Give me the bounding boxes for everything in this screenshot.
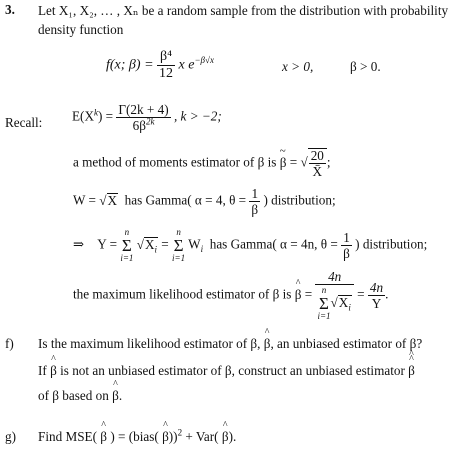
y-w-sub: i: [200, 244, 204, 255]
mom-fraction: [309, 149, 326, 178]
moment-fraction: [116, 103, 170, 132]
y-w: W: [188, 236, 201, 252]
y-sqrt-sub: i: [154, 244, 157, 255]
problem-intro-line2: density function: [38, 22, 124, 37]
y-fraction: [341, 231, 352, 260]
intro-vars: X₁, X₂, … , Xₙ: [58, 3, 139, 18]
moment-den-base: 6β: [132, 118, 146, 134]
w-end: ) distribution;: [263, 192, 336, 208]
sigma-icon: Σ: [173, 236, 184, 255]
q1-end: , an unbiased estimator of β?: [270, 336, 423, 351]
mle-den-sub: i: [348, 302, 351, 313]
g-pre: Find MSE(: [38, 429, 97, 444]
q2-pre: If: [38, 363, 47, 378]
pdf-frac-den: 12: [159, 66, 174, 81]
g-mid2: )): [168, 429, 178, 444]
mle-beta-hat: β ^: [295, 288, 302, 301]
mom-end: ;: [326, 154, 331, 170]
q2-beta-double-hat: ^ β ^: [408, 364, 415, 377]
q3-end: .: [118, 388, 123, 403]
moment-num: Γ(2k + 4): [118, 102, 169, 117]
recall-label: Recall:: [5, 115, 43, 130]
pdf-exponent: −β√x: [194, 55, 214, 66]
mle-num: 4n: [315, 270, 353, 285]
y-arrow: ⇒: [73, 236, 85, 252]
w-frac-den: β: [251, 202, 259, 218]
mle-den-var: X: [338, 294, 349, 310]
mom-den: X̄: [312, 164, 323, 180]
moment-den: [116, 118, 170, 132]
moment-rparen: ) =: [97, 108, 114, 124]
y-eq2: =: [161, 236, 169, 252]
part-g-text: [38, 427, 237, 444]
part-g-label: g): [5, 429, 16, 444]
mle-fraction: [315, 270, 353, 321]
part-f-q1: [38, 337, 422, 350]
w-frac-num: 1: [249, 187, 260, 202]
q1-beta-hat: β ^: [264, 337, 271, 350]
pdf-frac-num: β⁴: [157, 50, 175, 66]
part-f-label: f): [5, 336, 14, 351]
mle-line: [73, 270, 388, 321]
y-lhs: Y =: [97, 236, 118, 252]
mom-sqrt: √ $\frac{20}{X̄}$: [300, 148, 326, 178]
q2-beta-hat: β ^: [50, 364, 57, 377]
g-hat2: β ^: [162, 430, 169, 443]
mle-fraction-2: [368, 281, 385, 310]
w-text: has Gamma( α = 4, θ =: [124, 192, 247, 208]
sum-bottom: i=1: [172, 253, 186, 263]
y-sqrt-var: X: [144, 236, 155, 252]
sum-top: n: [321, 285, 327, 296]
mle-text: the maximum likelihood estimator of β is: [73, 286, 292, 302]
mle-end: .: [385, 286, 389, 302]
y-frac-den: β: [343, 246, 350, 261]
w-line: [73, 187, 336, 216]
mom-text: a method of moments estimator of β is: [73, 154, 277, 170]
q3-beta-hat: β ^: [112, 389, 119, 402]
mom-line: [73, 148, 331, 178]
y-text: has Gamma( α = 4n, θ =: [209, 236, 338, 252]
mom-beta-tilde: β ~: [280, 156, 287, 169]
q3-pre: of β based on: [38, 388, 109, 403]
y-end: ) distribution;: [355, 236, 428, 252]
sigma-icon: Σ: [121, 236, 132, 255]
moment-formula: [72, 103, 222, 132]
w-sqrt: √X: [99, 192, 118, 208]
sum-symbol-2: [172, 228, 185, 263]
w-var: X: [107, 192, 118, 208]
moment-exp: k: [93, 107, 98, 118]
intro-pre: Let: [38, 3, 56, 18]
mle-den: [315, 285, 353, 321]
mle-eq2: =: [357, 286, 365, 302]
g-mid3: + Var(: [185, 429, 219, 444]
moment-cond: , k > −2;: [173, 108, 222, 124]
pdf-cond-beta: β > 0.: [350, 59, 381, 74]
sum-bottom: i=1: [317, 311, 331, 322]
pdf-rhs: x e: [178, 57, 195, 73]
problem-number: 3.: [5, 2, 15, 17]
w-fraction: [249, 187, 260, 216]
g-hat1: β ^: [100, 430, 107, 443]
g-end: ).: [228, 429, 237, 444]
g-mid1: ) = (bias(: [110, 429, 159, 444]
mle-eq: =: [304, 286, 313, 302]
pdf-cond-x: x > 0,: [282, 59, 314, 74]
sum-bottom: i=1: [120, 253, 134, 263]
sum-top: n: [176, 227, 181, 237]
y-frac-num: 1: [341, 231, 352, 246]
mom-num: 20: [310, 148, 324, 163]
g-sq: 2: [177, 427, 183, 438]
mom-eq: =: [289, 154, 298, 170]
pdf-formula: [106, 50, 214, 81]
part-f-q2: [38, 364, 415, 377]
pdf-lhs: f(x; β) =: [106, 57, 154, 73]
problem-intro-line1: [38, 4, 448, 17]
sum-symbol-3: [317, 286, 330, 321]
y-line: [73, 228, 427, 263]
sum-top: n: [124, 227, 130, 237]
y-sqrt: $√X_i$: [136, 236, 157, 255]
g-hat3: β ^: [222, 430, 229, 443]
w-lhs: W =: [73, 192, 96, 208]
mle-num2: 4n: [369, 279, 384, 295]
sigma-icon: Σ: [319, 294, 329, 314]
sum-symbol-1: [120, 228, 133, 263]
q2-mid: is not an unbiased estimator of β, construct an unbiased estimator: [60, 363, 405, 378]
pdf-fraction: [157, 50, 175, 81]
moment-den-exp: 2k: [145, 116, 155, 127]
moment-lhs: E(X: [72, 108, 94, 124]
mle-sqrt: $√X_i$: [330, 294, 351, 313]
mle-den2: Y: [371, 296, 382, 312]
intro-post: be a random sample from the distribution with probability: [141, 3, 449, 18]
part-f-q3: [38, 389, 122, 402]
q1-text: Is the maximum likelihood estimator of β,: [38, 336, 261, 351]
